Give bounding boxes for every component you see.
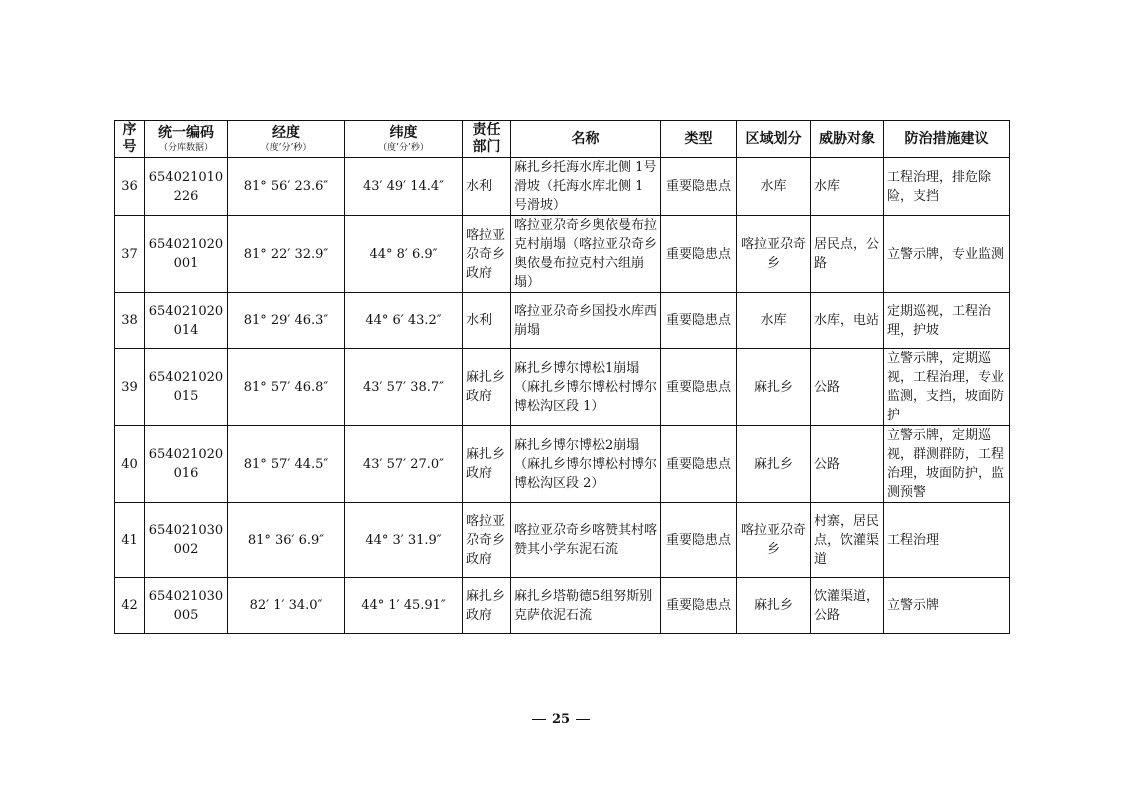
cell-latitude: 44° 8′ 6.9″ (345, 216, 463, 293)
cell-longitude: 81° 36′ 6.9″ (228, 503, 345, 578)
cell-name: 麻扎乡博尔博松1崩塌（麻扎乡博尔博松村博尔博松沟区段 1） (511, 349, 661, 426)
cell-name: 麻扎乡托海水库北侧 1号滑坡（托海水库北侧 1 号滑坡） (511, 158, 661, 216)
cell-longitude: 81° 56′ 23.6″ (228, 158, 345, 216)
cell-dept: 喀拉亚尕奇乡政府 (463, 216, 511, 293)
cell-region: 水库 (737, 158, 811, 216)
cell-longitude: 82′ 1′ 34.0″ (228, 578, 345, 634)
cell-type: 重要隐患点 (661, 349, 737, 426)
footer-dash-left (532, 719, 546, 720)
cell-code: 654021020001 (145, 216, 228, 293)
table-row (115, 426, 1010, 503)
cell-measures: 定期巡视，工程治理，护坡 (884, 293, 1010, 349)
page-number: 25 (551, 712, 571, 727)
cell-region: 麻扎乡 (737, 578, 811, 634)
header-region: 区域划分 (737, 121, 811, 158)
cell-type: 重要隐患点 (661, 158, 737, 216)
cell-seq: 37 (115, 216, 145, 293)
cell-region: 水库 (737, 293, 811, 349)
cell-name: 喀拉亚尕奇乡喀赞其村喀赞其小学东泥石流 (511, 503, 661, 578)
table-row (115, 158, 1010, 216)
cell-seq: 40 (115, 426, 145, 503)
cell-threat: 饮灌渠道，公路 (811, 578, 884, 634)
cell-code: 654021020014 (145, 293, 228, 349)
cell-code: 654021010226 (145, 158, 228, 216)
hazard-points-table (114, 120, 1010, 634)
cell-latitude: 43′ 57′ 27.0″ (345, 426, 463, 503)
cell-dept: 麻扎乡政府 (463, 578, 511, 634)
cell-latitude: 43′ 49′ 14.4″ (345, 158, 463, 216)
cell-type: 重要隐患点 (661, 216, 737, 293)
cell-threat: 水库，电站 (811, 293, 884, 349)
cell-longitude: 81° 29′ 46.3″ (228, 293, 345, 349)
table-row (115, 293, 1010, 349)
header-code: 统一编码 （分库数据） (145, 121, 228, 158)
cell-threat: 村寨，居民点，饮灌渠道 (811, 503, 884, 578)
cell-name: 喀拉亚尕奇乡国投水库西崩塌 (511, 293, 661, 349)
cell-longitude: 81° 57′ 46.8″ (228, 349, 345, 426)
cell-measures: 立警示牌，定期巡视，工程治理，专业监测，支挡，坡面防护 (884, 349, 1010, 426)
table-row (115, 349, 1010, 426)
cell-seq: 42 (115, 578, 145, 634)
cell-measures: 工程治理 (884, 503, 1010, 578)
cell-dept: 水利 (463, 293, 511, 349)
cell-threat: 居民点，公路 (811, 216, 884, 293)
cell-region: 喀拉亚尕奇乡 (737, 216, 811, 293)
cell-type: 重要隐患点 (661, 293, 737, 349)
cell-dept: 喀拉亚尕奇乡政府 (463, 503, 511, 578)
header-longitude: 经度 （度’分’秒） (228, 121, 345, 158)
cell-threat: 公路 (811, 426, 884, 503)
page-footer (0, 712, 1122, 727)
cell-measures: 立警示牌，专业监测 (884, 216, 1010, 293)
cell-measures: 工程治理，排危除险，支挡 (884, 158, 1010, 216)
cell-latitude: 43′ 57′ 38.7″ (345, 349, 463, 426)
header-type: 类型 (661, 121, 737, 158)
cell-seq: 36 (115, 158, 145, 216)
cell-type: 重要隐患点 (661, 426, 737, 503)
cell-code: 654021030002 (145, 503, 228, 578)
cell-threat: 公路 (811, 349, 884, 426)
header-seq: 序号 (115, 121, 145, 158)
cell-latitude: 44° 3′ 31.9″ (345, 503, 463, 578)
cell-code: 654021020015 (145, 349, 228, 426)
cell-region: 喀拉亚尕奇乡 (737, 503, 811, 578)
cell-name: 麻扎乡塔勒德5组努斯别克萨依泥石流 (511, 578, 661, 634)
cell-code: 654021020016 (145, 426, 228, 503)
cell-type: 重要隐患点 (661, 503, 737, 578)
header-measures: 防治措施建议 (884, 121, 1010, 158)
header-latitude: 纬度 （度’分’秒） (345, 121, 463, 158)
cell-seq: 38 (115, 293, 145, 349)
cell-latitude: 44° 6′ 43.2″ (345, 293, 463, 349)
cell-longitude: 81° 57′ 44.5″ (228, 426, 345, 503)
table-row (115, 503, 1010, 578)
cell-seq: 41 (115, 503, 145, 578)
cell-region: 麻扎乡 (737, 426, 811, 503)
cell-dept: 麻扎乡政府 (463, 349, 511, 426)
cell-latitude: 44° 1′ 45.91″ (345, 578, 463, 634)
cell-seq: 39 (115, 349, 145, 426)
cell-threat: 水库 (811, 158, 884, 216)
cell-region: 麻扎乡 (737, 349, 811, 426)
header-threat: 威胁对象 (811, 121, 884, 158)
cell-measures: 立警示牌，定期巡视，群测群防，工程治理，坡面防护，监测预警 (884, 426, 1010, 503)
cell-name: 喀拉亚尕奇乡奥依曼布拉克村崩塌（喀拉亚尕奇乡奥依曼布拉克村六组崩塌） (511, 216, 661, 293)
cell-longitude: 81° 22′ 32.9″ (228, 216, 345, 293)
cell-dept: 水利 (463, 158, 511, 216)
cell-name: 麻扎乡博尔博松2崩塌（麻扎乡博尔博松村博尔博松沟区段 2） (511, 426, 661, 503)
header-name: 名称 (511, 121, 661, 158)
table-row (115, 216, 1010, 293)
table-header-row (115, 121, 1010, 158)
cell-dept: 麻扎乡政府 (463, 426, 511, 503)
table-row (115, 578, 1010, 634)
footer-dash-right (576, 719, 590, 720)
header-dept: 责任部门 (463, 121, 511, 158)
cell-code: 654021030005 (145, 578, 228, 634)
cell-measures: 立警示牌 (884, 578, 1010, 634)
cell-type: 重要隐患点 (661, 578, 737, 634)
